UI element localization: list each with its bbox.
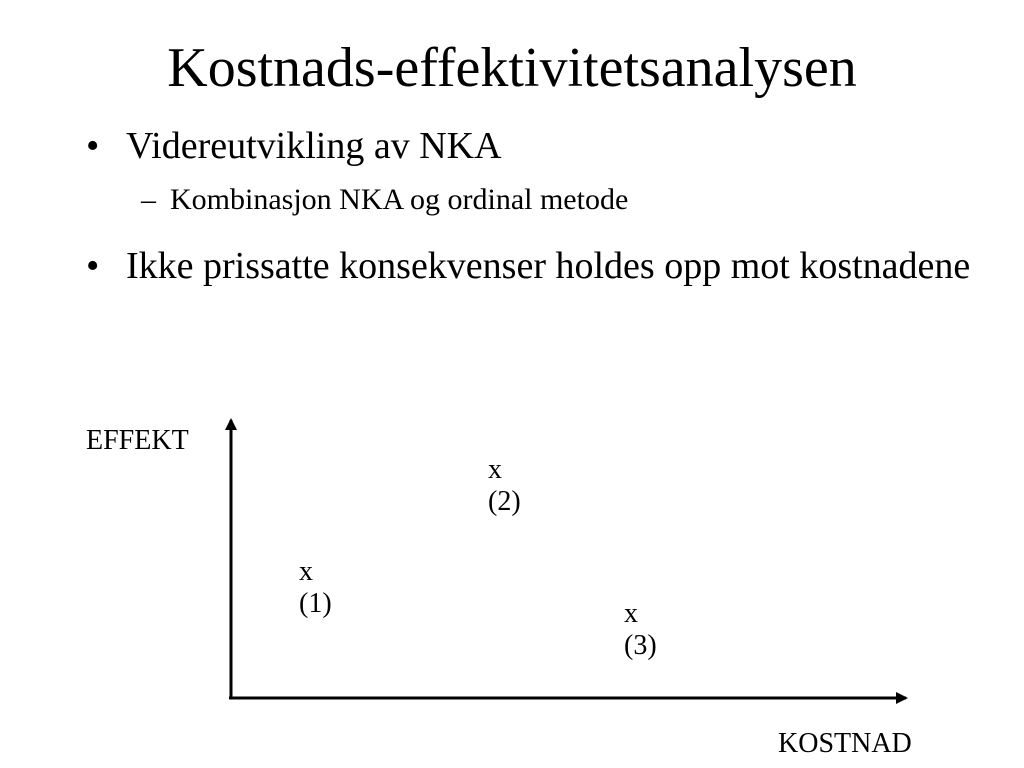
bullet-marker: • xyxy=(86,125,100,167)
diagram-point-1 xyxy=(299,556,332,620)
bullet-marker: • xyxy=(86,245,100,287)
diagram-point-2 xyxy=(488,454,521,518)
sub-bullet-text: Kombinasjon NKA og ordinal metode xyxy=(170,183,629,216)
point-mark: x xyxy=(299,556,313,587)
point-mark: x xyxy=(624,598,638,629)
point-label: (2) xyxy=(488,486,521,517)
point-mark: x xyxy=(488,454,502,485)
x-axis-label: KOSTNAD xyxy=(778,728,912,759)
bullet-text: Ikke prissatte konsekvenser holdes opp mot kostnadene xyxy=(126,245,971,287)
y-axis-label: EFFEKT xyxy=(86,425,189,456)
bullet-text: Videreutvikling av NKA xyxy=(126,125,502,167)
sub-bullet-marker: – xyxy=(141,183,156,216)
point-label: (3) xyxy=(624,630,657,661)
point-label: (1) xyxy=(299,588,332,619)
diagram-point-3 xyxy=(624,598,657,662)
slide-title: Kostnads-effektivitetsanalysen xyxy=(167,37,857,99)
